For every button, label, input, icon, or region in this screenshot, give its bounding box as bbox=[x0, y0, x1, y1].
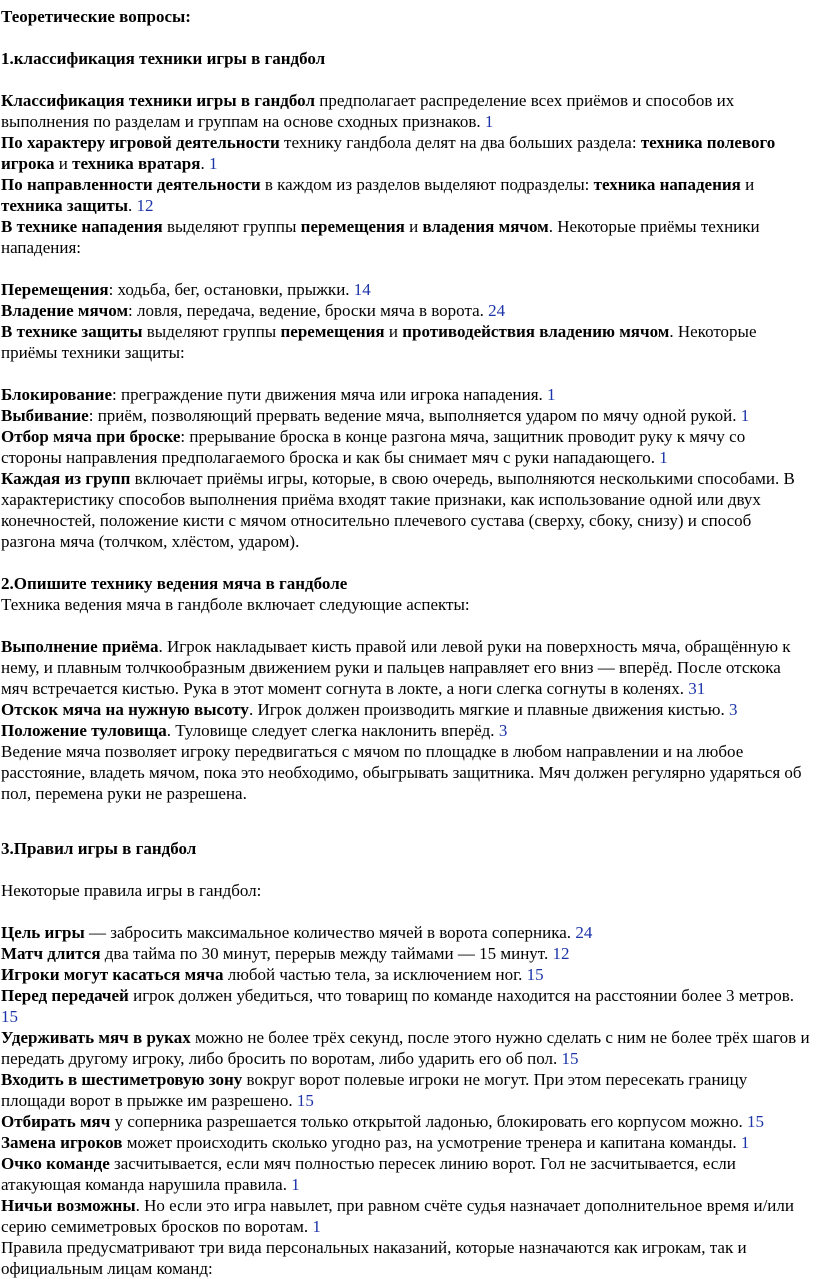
reference-number: 31 bbox=[688, 679, 706, 698]
reference-number: 15 bbox=[746, 1112, 764, 1131]
paragraph bbox=[1, 636, 810, 699]
bold-term: Ничьи возможны bbox=[1, 1196, 136, 1215]
paragraph bbox=[1, 468, 810, 552]
text-run: и bbox=[740, 175, 755, 194]
text-run: вокруг ворот полевые игроки не могут. При этом пересекать границу площади ворот в прыжке им разрешено. bbox=[1, 1070, 748, 1110]
text-run: Ведение мяча позволяет игроку передвигаться с мячом по площадке в любом направлении и на любое расстояние, владеть мячом, пока это необходимо, обыгрывать защитника. Мяч должен регулярно ударяться об пол, перемена руки не разрешена. bbox=[1, 742, 802, 803]
paragraph bbox=[1, 922, 810, 943]
spacer bbox=[1, 363, 810, 384]
bold-term: Каждая из групп bbox=[1, 469, 131, 488]
spacer bbox=[1, 859, 810, 880]
text-run: технику гандбола делят на два больших раздела: bbox=[279, 133, 641, 152]
section-1-heading: 1.классификация техники игры в гандбол bbox=[1, 49, 326, 68]
reference-number: 1 bbox=[740, 406, 750, 425]
reference-number: 24 bbox=[575, 923, 593, 942]
paragraph bbox=[1, 1111, 810, 1132]
bold-term: Отскок мяча на нужную высоту bbox=[1, 700, 249, 719]
bold-term: Перед передачей bbox=[1, 986, 129, 1005]
paragraph bbox=[1, 699, 810, 720]
text-run: включает приёмы игры, которые, в свою очередь, выполняются несколькими способами. В характеристику способов выполнения приёма входят такие признаки, как использование одной или двух конечностей, положение кисти с мячом относительно плечевого сустава (сверху, сбоку, снизу) и способ разгона мяча (толчком, хлёстом, ударом). bbox=[1, 469, 795, 551]
text-run: . Туловище следует слегка наклонить вперёд. bbox=[166, 721, 499, 740]
text-run: — забросить максимальное количество мячей в ворота соперника. bbox=[84, 923, 576, 942]
bold-term: Владение мячом bbox=[1, 301, 129, 320]
text-run: два тайма по 30 минут, перерыв между таймами — 15 минут. bbox=[100, 944, 553, 963]
reference-number: 1 bbox=[312, 1217, 321, 1236]
reference-number: 15 bbox=[1, 1007, 18, 1026]
text-run: : прерывание броска в конце разгона мяча, защитник проводит руку к мячу со стороны направления предполагаемого броска и как бы снимает мяч с руки нападающего. bbox=[1, 427, 746, 467]
spacer bbox=[1, 258, 810, 279]
bold-term: Блокирование bbox=[1, 385, 112, 404]
text-run: : ходьба, бег, остановки, прыжки. bbox=[108, 280, 354, 299]
text-run: засчитывается, если мяч полностью пересек линию ворот. Гол не засчитывается, если атакующая команда нарушила правила. bbox=[1, 1154, 736, 1194]
text-run: : ловля, передача, ведение, броски мяча в ворота. bbox=[128, 301, 489, 320]
text-run: Техника ведения мяча в гандболе включает следующие аспекты: bbox=[1, 595, 470, 614]
text-run: . bbox=[200, 154, 209, 173]
reference-number: 1 bbox=[740, 1133, 750, 1152]
paragraph bbox=[1, 594, 810, 615]
reference-number: 24 bbox=[488, 301, 506, 320]
reference-number: 3 bbox=[498, 721, 508, 740]
bold-term: Входить в шестиметровую зону bbox=[1, 1070, 243, 1089]
paragraph bbox=[1, 1069, 810, 1111]
reference-number: 15 bbox=[561, 1049, 579, 1068]
bold-term: Положение туловища bbox=[1, 721, 167, 740]
text-run: любой частью тела, за исключением ног. bbox=[223, 965, 527, 984]
bold-term: В технике нападения bbox=[1, 217, 163, 236]
bold-term: В технике защиты bbox=[1, 322, 143, 341]
section-3-heading: 3.Правил игры в гандбол bbox=[1, 839, 197, 858]
bold-term: Выбивание bbox=[1, 406, 89, 425]
bold-term: перемещения bbox=[280, 322, 385, 341]
bold-term: техника нападения bbox=[593, 175, 741, 194]
text-run: может происходить сколько угодно раз, на усмотрение тренера и капитана команды. bbox=[122, 1133, 741, 1152]
text-run: у соперника разрешается только открытой ладонью, блокировать его корпусом можно. bbox=[110, 1112, 747, 1131]
paragraph bbox=[1, 943, 810, 964]
text-run: : преграждение пути движения мяча или игрока нападения. bbox=[112, 385, 548, 404]
paragraph bbox=[1, 405, 810, 426]
spacer bbox=[1, 69, 810, 90]
text-run: Некоторые правила игры в гандбол: bbox=[1, 881, 262, 900]
bold-term: противодействия владению мячом bbox=[402, 322, 670, 341]
paragraph bbox=[1, 279, 810, 300]
reference-number: 12 bbox=[552, 944, 570, 963]
spacer bbox=[1, 901, 810, 922]
paragraph bbox=[1, 1027, 810, 1069]
bold-term: перемещения bbox=[300, 217, 405, 236]
text-run: . Игрок должен производить мягкие и плавные движения кистью. bbox=[248, 700, 729, 719]
reference-number: 15 bbox=[296, 1091, 314, 1110]
reference-number: 12 bbox=[136, 196, 154, 215]
bold-term: Выполнение приёма bbox=[1, 637, 159, 656]
text-run: игрок должен убедиться, что товарищ по команде находится на расстоянии более 3 метров. bbox=[128, 986, 794, 1005]
spacer bbox=[1, 615, 810, 636]
text-run: выделяют группы bbox=[142, 322, 281, 341]
paragraph bbox=[1, 90, 810, 132]
paragraph bbox=[1, 321, 810, 363]
bold-term: Очко команде bbox=[1, 1154, 110, 1173]
bold-term: техника полевого игрока bbox=[1, 133, 776, 173]
text-run: можно не более трёх секунд, после этого нужно сделать с ним не более трёх шагов и передать другому игроку, либо бросить по воротам, либо ударить его об пол. bbox=[1, 1028, 810, 1068]
bold-term: Отбирать мяч bbox=[1, 1112, 111, 1131]
paragraph bbox=[1, 964, 810, 985]
paragraph bbox=[1, 1153, 810, 1195]
section-2-heading: 2.Опишите технику ведения мяча в гандболе bbox=[1, 574, 348, 593]
paragraph bbox=[1, 1237, 810, 1279]
spacer bbox=[1, 552, 810, 573]
text-run: : приём, позволяющий прервать ведение мяча, выполняется ударом по мячу одной рукой. bbox=[88, 406, 741, 425]
bold-term: владения мячом bbox=[422, 217, 549, 236]
paragraph bbox=[1, 216, 810, 258]
bold-term: Игроки могут касаться мяча bbox=[1, 965, 224, 984]
paragraph bbox=[1, 1195, 810, 1237]
paragraph bbox=[1, 985, 810, 1027]
paragraph bbox=[1, 1132, 810, 1153]
paragraph bbox=[1, 720, 810, 741]
reference-number: 1 bbox=[208, 154, 218, 173]
bold-term: Классификация техники игры в гандбол bbox=[1, 91, 315, 110]
reference-number: 1 bbox=[547, 385, 556, 404]
paragraph bbox=[1, 741, 810, 804]
document-title: Теоретические вопросы: bbox=[1, 7, 191, 26]
text-run: . Некоторые приёмы техники защиты: bbox=[1, 322, 757, 362]
text-run: . Некоторые приёмы техники нападения: bbox=[1, 217, 760, 257]
text-run: в каждом из разделов выделяют подразделы: bbox=[260, 175, 594, 194]
paragraph bbox=[1, 426, 810, 468]
paragraph bbox=[1, 132, 810, 174]
reference-number: 15 bbox=[526, 965, 544, 984]
text-run: Правила предусматривают три вида персональных наказаний, которые назначаются как игрокам, так и официальным лицам команд: bbox=[1, 1238, 747, 1278]
text-run: выделяют группы bbox=[162, 217, 301, 236]
section-2-body bbox=[1, 594, 810, 804]
paragraph bbox=[1, 300, 810, 321]
paragraph bbox=[1, 174, 810, 216]
text-run: предполагает распределение всех приёмов и способов их выполнения по разделам и группам на основе сходных признаков. bbox=[1, 91, 735, 131]
text-run: и bbox=[384, 322, 403, 341]
section-1-body bbox=[1, 90, 810, 552]
text-run: . Но если это игра навылет, при равном счёте судья назначает дополнительное время и/или серию семиметровых бросков по воротам. bbox=[1, 1196, 794, 1236]
bold-term: Перемещения bbox=[1, 280, 109, 299]
reference-number: 3 bbox=[728, 700, 738, 719]
text-run: . bbox=[128, 196, 137, 215]
bold-term: Цель игры bbox=[1, 923, 85, 942]
reference-number: 1 bbox=[291, 1175, 300, 1194]
bold-term: По направленности деятельности bbox=[1, 175, 261, 194]
bold-term: техника вратаря bbox=[72, 154, 201, 173]
reference-number: 1 bbox=[659, 448, 668, 467]
text-run: и bbox=[404, 217, 423, 236]
section-3-body bbox=[1, 859, 810, 1279]
bold-term: Замена игроков bbox=[1, 1133, 123, 1152]
paragraph bbox=[1, 880, 810, 901]
bold-term: Матч длится bbox=[1, 944, 101, 963]
bold-term: техника защиты bbox=[1, 196, 129, 215]
bold-term: Отбор мяча при броске bbox=[1, 427, 181, 446]
paragraph bbox=[1, 384, 810, 405]
text-run: . Игрок накладывает кисть правой или левой руки на поверхность мяча, обращённую к нему, и плавным толчкообразным движением руки и пальцев направляет его вниз — вперёд. После отскока мяч встречается кистью. Рука в этот момент согнута в локте, а ноги слегка согнуты в коленях. bbox=[1, 637, 791, 698]
bold-term: Удерживать мяч в руках bbox=[1, 1028, 191, 1047]
bold-term: По характеру игровой деятельности bbox=[1, 133, 280, 152]
text-run: и bbox=[54, 154, 73, 173]
spacer bbox=[1, 804, 810, 838]
spacer bbox=[1, 27, 810, 48]
reference-number: 14 bbox=[353, 280, 371, 299]
reference-number: 1 bbox=[484, 112, 494, 131]
